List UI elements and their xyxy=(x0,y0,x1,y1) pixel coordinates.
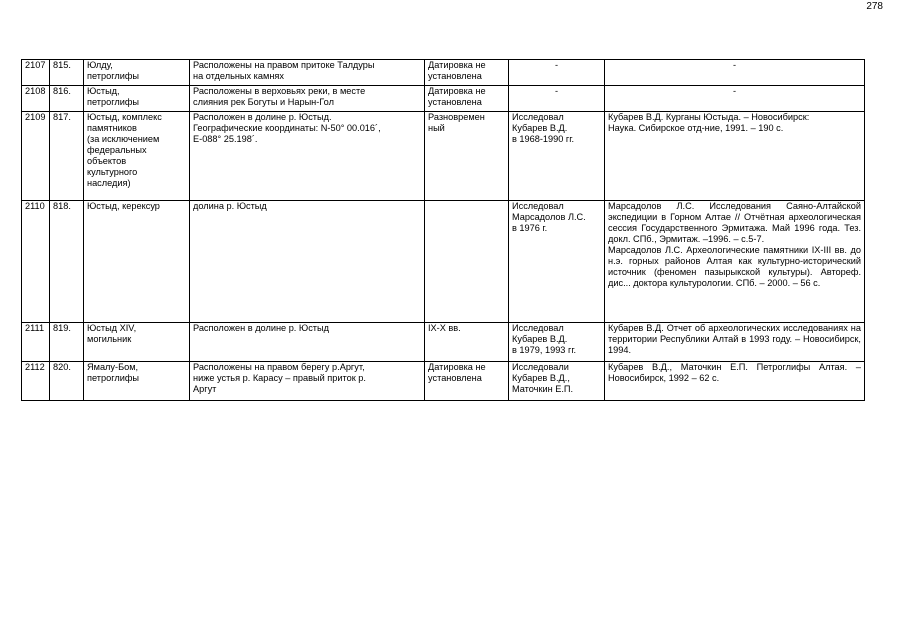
monument-name: Юстыд, петроглифы xyxy=(84,86,190,112)
monument-dating: Датировка не установлена xyxy=(425,362,509,401)
monument-research: Исследовал Марсадолов Л.С. в 1976 г. xyxy=(509,201,605,323)
monument-literature: Кубарев В.Д. Отчет об археологических исследованиях на территории Республики Алтай в 1993 году. – Новосибирск, 1994. xyxy=(605,323,865,362)
table-body xyxy=(22,60,865,401)
row-subnumber: 818. xyxy=(50,201,84,323)
monument-literature: Кубарев В.Д., Маточкин Е.П. Петроглифы Алтая. – Новосибирск, 1992 – 62 с. xyxy=(605,362,865,401)
monument-name: Юлду, петроглифы xyxy=(84,60,190,86)
monument-literature: Кубарев В.Д. Курганы Юстыда. – Новосибирск: Наука. Сибирское отд-ние, 1991. – 190 с. xyxy=(605,112,865,201)
row-number: 2108 xyxy=(22,86,50,112)
monument-location: Расположены на правом притоке Талдуры на отдельных камнях xyxy=(190,60,425,86)
table-row xyxy=(22,60,865,86)
monument-dating: Датировка не установлена xyxy=(425,60,509,86)
monument-dating: Разновремен ный xyxy=(425,112,509,201)
monument-name: Ямалу-Бом, петроглифы xyxy=(84,362,190,401)
table-row xyxy=(22,201,865,323)
monument-location: Расположен в долине р. Юстыд. Географические координаты: N-50° 00.016´, E-088° 25.198´. xyxy=(190,112,425,201)
monument-literature: - xyxy=(605,60,865,86)
row-number: 2109 xyxy=(22,112,50,201)
monument-literature: Марсадолов Л.С. Исследования Саяно-Алтайской экспедиции в Горном Алтае // Отчётная археологическая сессия Государственного Эрмитажа. Май 1996 года. Тез. докл. СПб., Эрмитаж. –1996. – с.5-7. Марсадолов Л.С. Археологические памятники IX-III вв. до н.э. горных районов Алтая как культурно-исторический источник (феномен пазырыкской культуры). Автореф. дис... доктора культурологии. СПб. – 2000. – 56 с. xyxy=(605,201,865,323)
monument-name: Юстыд, керексур xyxy=(84,201,190,323)
table-row xyxy=(22,362,865,401)
monument-dating xyxy=(425,201,509,323)
monument-literature: - xyxy=(605,86,865,112)
monument-location: Расположен в долине р. Юстыд xyxy=(190,323,425,362)
row-subnumber: 817. xyxy=(50,112,84,201)
monument-dating: IX-X вв. xyxy=(425,323,509,362)
monument-location: долина р. Юстыд xyxy=(190,201,425,323)
monument-location: Расположены на правом берегу р.Аргут, ниже устья р. Карасу – правый приток р. Аргут xyxy=(190,362,425,401)
monument-dating: Датировка не установлена xyxy=(425,86,509,112)
monument-research: - xyxy=(509,60,605,86)
row-subnumber: 819. xyxy=(50,323,84,362)
row-number: 2107 xyxy=(22,60,50,86)
row-number: 2111 xyxy=(22,323,50,362)
page-number: 278 xyxy=(866,1,883,12)
monument-name: Юстыд, комплекс памятников (за исключением федеральных объектов культурного наследия) xyxy=(84,112,190,201)
monument-research: Исследовали Кубарев В.Д., Маточкин Е.П. xyxy=(509,362,605,401)
row-subnumber: 816. xyxy=(50,86,84,112)
monuments-table xyxy=(21,59,865,401)
monument-research: Исследовал Кубарев В.Д. в 1968-1990 гг. xyxy=(509,112,605,201)
monument-location: Расположены в верховьях реки, в месте слияния рек Богуты и Нарын-Гол xyxy=(190,86,425,112)
table-row xyxy=(22,86,865,112)
monument-research: - xyxy=(509,86,605,112)
monument-research: Исследовал Кубарев В.Д. в 1979, 1993 гг. xyxy=(509,323,605,362)
row-subnumber: 820. xyxy=(50,362,84,401)
row-number: 2110 xyxy=(22,201,50,323)
table-row xyxy=(22,323,865,362)
table-row xyxy=(22,112,865,201)
monument-name: Юстыд XIV, могильник xyxy=(84,323,190,362)
row-subnumber: 815. xyxy=(50,60,84,86)
row-number: 2112 xyxy=(22,362,50,401)
